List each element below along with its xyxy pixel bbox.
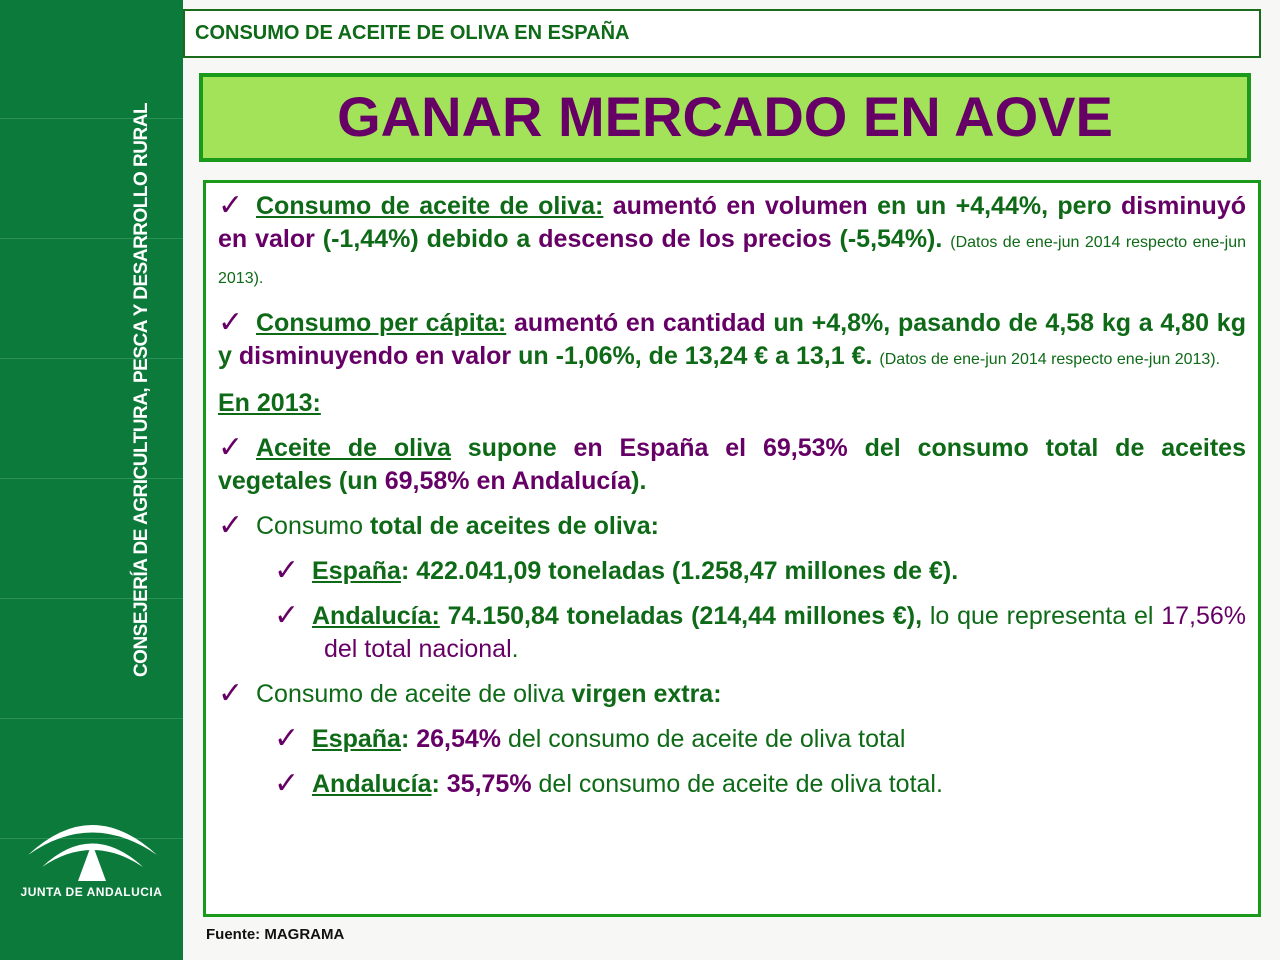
bullet-item (218, 599, 1246, 666)
text-run: 35,75% (446, 770, 532, 798)
text-run: Consumo de aceite de oliva: (256, 192, 604, 220)
bullet-item (218, 387, 1246, 420)
text-run: Consumo de aceite de oliva (256, 680, 572, 708)
text-run: del consumo total de aceites vegetales (un (218, 434, 1246, 495)
sidebar (0, 0, 183, 960)
checkmark-icon: ✓ (274, 767, 300, 800)
checkmark-icon: ✓ (218, 431, 244, 464)
text-run: Andalucía: (312, 602, 440, 630)
slide-title: GANAR MERCADO EN AOVE (199, 73, 1251, 162)
source-note: Fuente: MAGRAMA (206, 926, 345, 943)
content-box (203, 180, 1261, 917)
bullet-item (218, 306, 1246, 376)
divider (0, 238, 183, 239)
divider (0, 478, 183, 479)
text-run: : (431, 770, 447, 798)
checkmark-icon: ✓ (218, 306, 244, 339)
bullet-item (218, 431, 1246, 498)
text-run: ). (631, 467, 647, 495)
text-run: en un +4,44%, pero (867, 192, 1121, 220)
divider (0, 718, 183, 719)
text-run: . (511, 635, 519, 663)
text-run: en España el 69,53% (573, 434, 848, 462)
text-run: un -1,06%, de 13,24 € a 13,1 €. (511, 342, 880, 370)
text-run: En 2013: (218, 389, 321, 417)
text-run: (Datos de ene-jun 2014 respecto ene-jun 2013). (218, 234, 1247, 287)
text-run: aumentó en cantidad (506, 309, 766, 337)
text-run: supone (450, 434, 574, 462)
text-run: 69,58% en Andalucía (384, 467, 632, 495)
bullet-item (218, 189, 1246, 295)
text-run: España (312, 725, 401, 753)
checkmark-icon: ✓ (274, 599, 300, 632)
text-run: Consumo per cápita: (256, 309, 507, 337)
checkmark-icon: ✓ (274, 554, 300, 587)
text-run: virgen extra: (571, 680, 722, 708)
text-run: disminuyó en valor (218, 192, 1246, 253)
text-run: del consumo de aceite de oliva total (501, 725, 906, 753)
logo-text: JUNTA DE ANDALUCIA (20, 885, 163, 899)
divider (0, 358, 183, 359)
text-run: del consumo de aceite de oliva total. (531, 770, 943, 798)
department-name: CONSEJERÍA DE AGRICULTURA, PESCA Y DESARROLLO RURAL (131, 102, 152, 678)
text-run: Aceite de oliva (256, 434, 451, 462)
bullet-item (218, 509, 1246, 543)
text-run: descenso de los precios (538, 225, 832, 253)
text-run: disminuyendo en valor (238, 342, 512, 370)
text-run: 74.150,84 toneladas (214,44 millones €), (439, 602, 923, 630)
checkmark-icon: ✓ (218, 189, 244, 222)
text-run: (-1,44%) debido a (314, 225, 539, 253)
text-run: aumentó en volumen (603, 192, 868, 220)
text-run: lo que representa el (922, 602, 1162, 630)
text-run: Consumo (256, 512, 370, 540)
checkmark-icon: ✓ (274, 722, 300, 755)
text-run: España (312, 557, 401, 585)
text-run: : 422.041,09 toneladas (1.258,47 millones de €). (400, 557, 959, 585)
text-run: un +4,8%, pasando de 4,58 kg a 4,80 kg y (218, 309, 1246, 370)
text-run: 17,56% del total nacional (324, 602, 1246, 663)
bullet-item (218, 767, 1246, 801)
checkmark-icon: ✓ (218, 509, 244, 542)
text-run: 26,54% (416, 725, 502, 753)
text-run: (-5,54%). (831, 225, 951, 253)
text-run: (Datos de ene-jun 2014 respecto ene-jun 2013). (879, 351, 1221, 368)
bullet-item (218, 554, 1246, 588)
divider (0, 118, 183, 119)
bullet-item (218, 677, 1246, 711)
divider (0, 598, 183, 599)
text-run: total de aceites de oliva: (369, 512, 659, 540)
section-header: CONSUMO DE ACEITE DE OLIVA EN ESPAÑA (183, 9, 1261, 58)
bullet-item (218, 722, 1246, 756)
checkmark-icon: ✓ (218, 677, 244, 710)
text-run: Andalucía (312, 770, 432, 798)
text-run: : (400, 725, 417, 753)
